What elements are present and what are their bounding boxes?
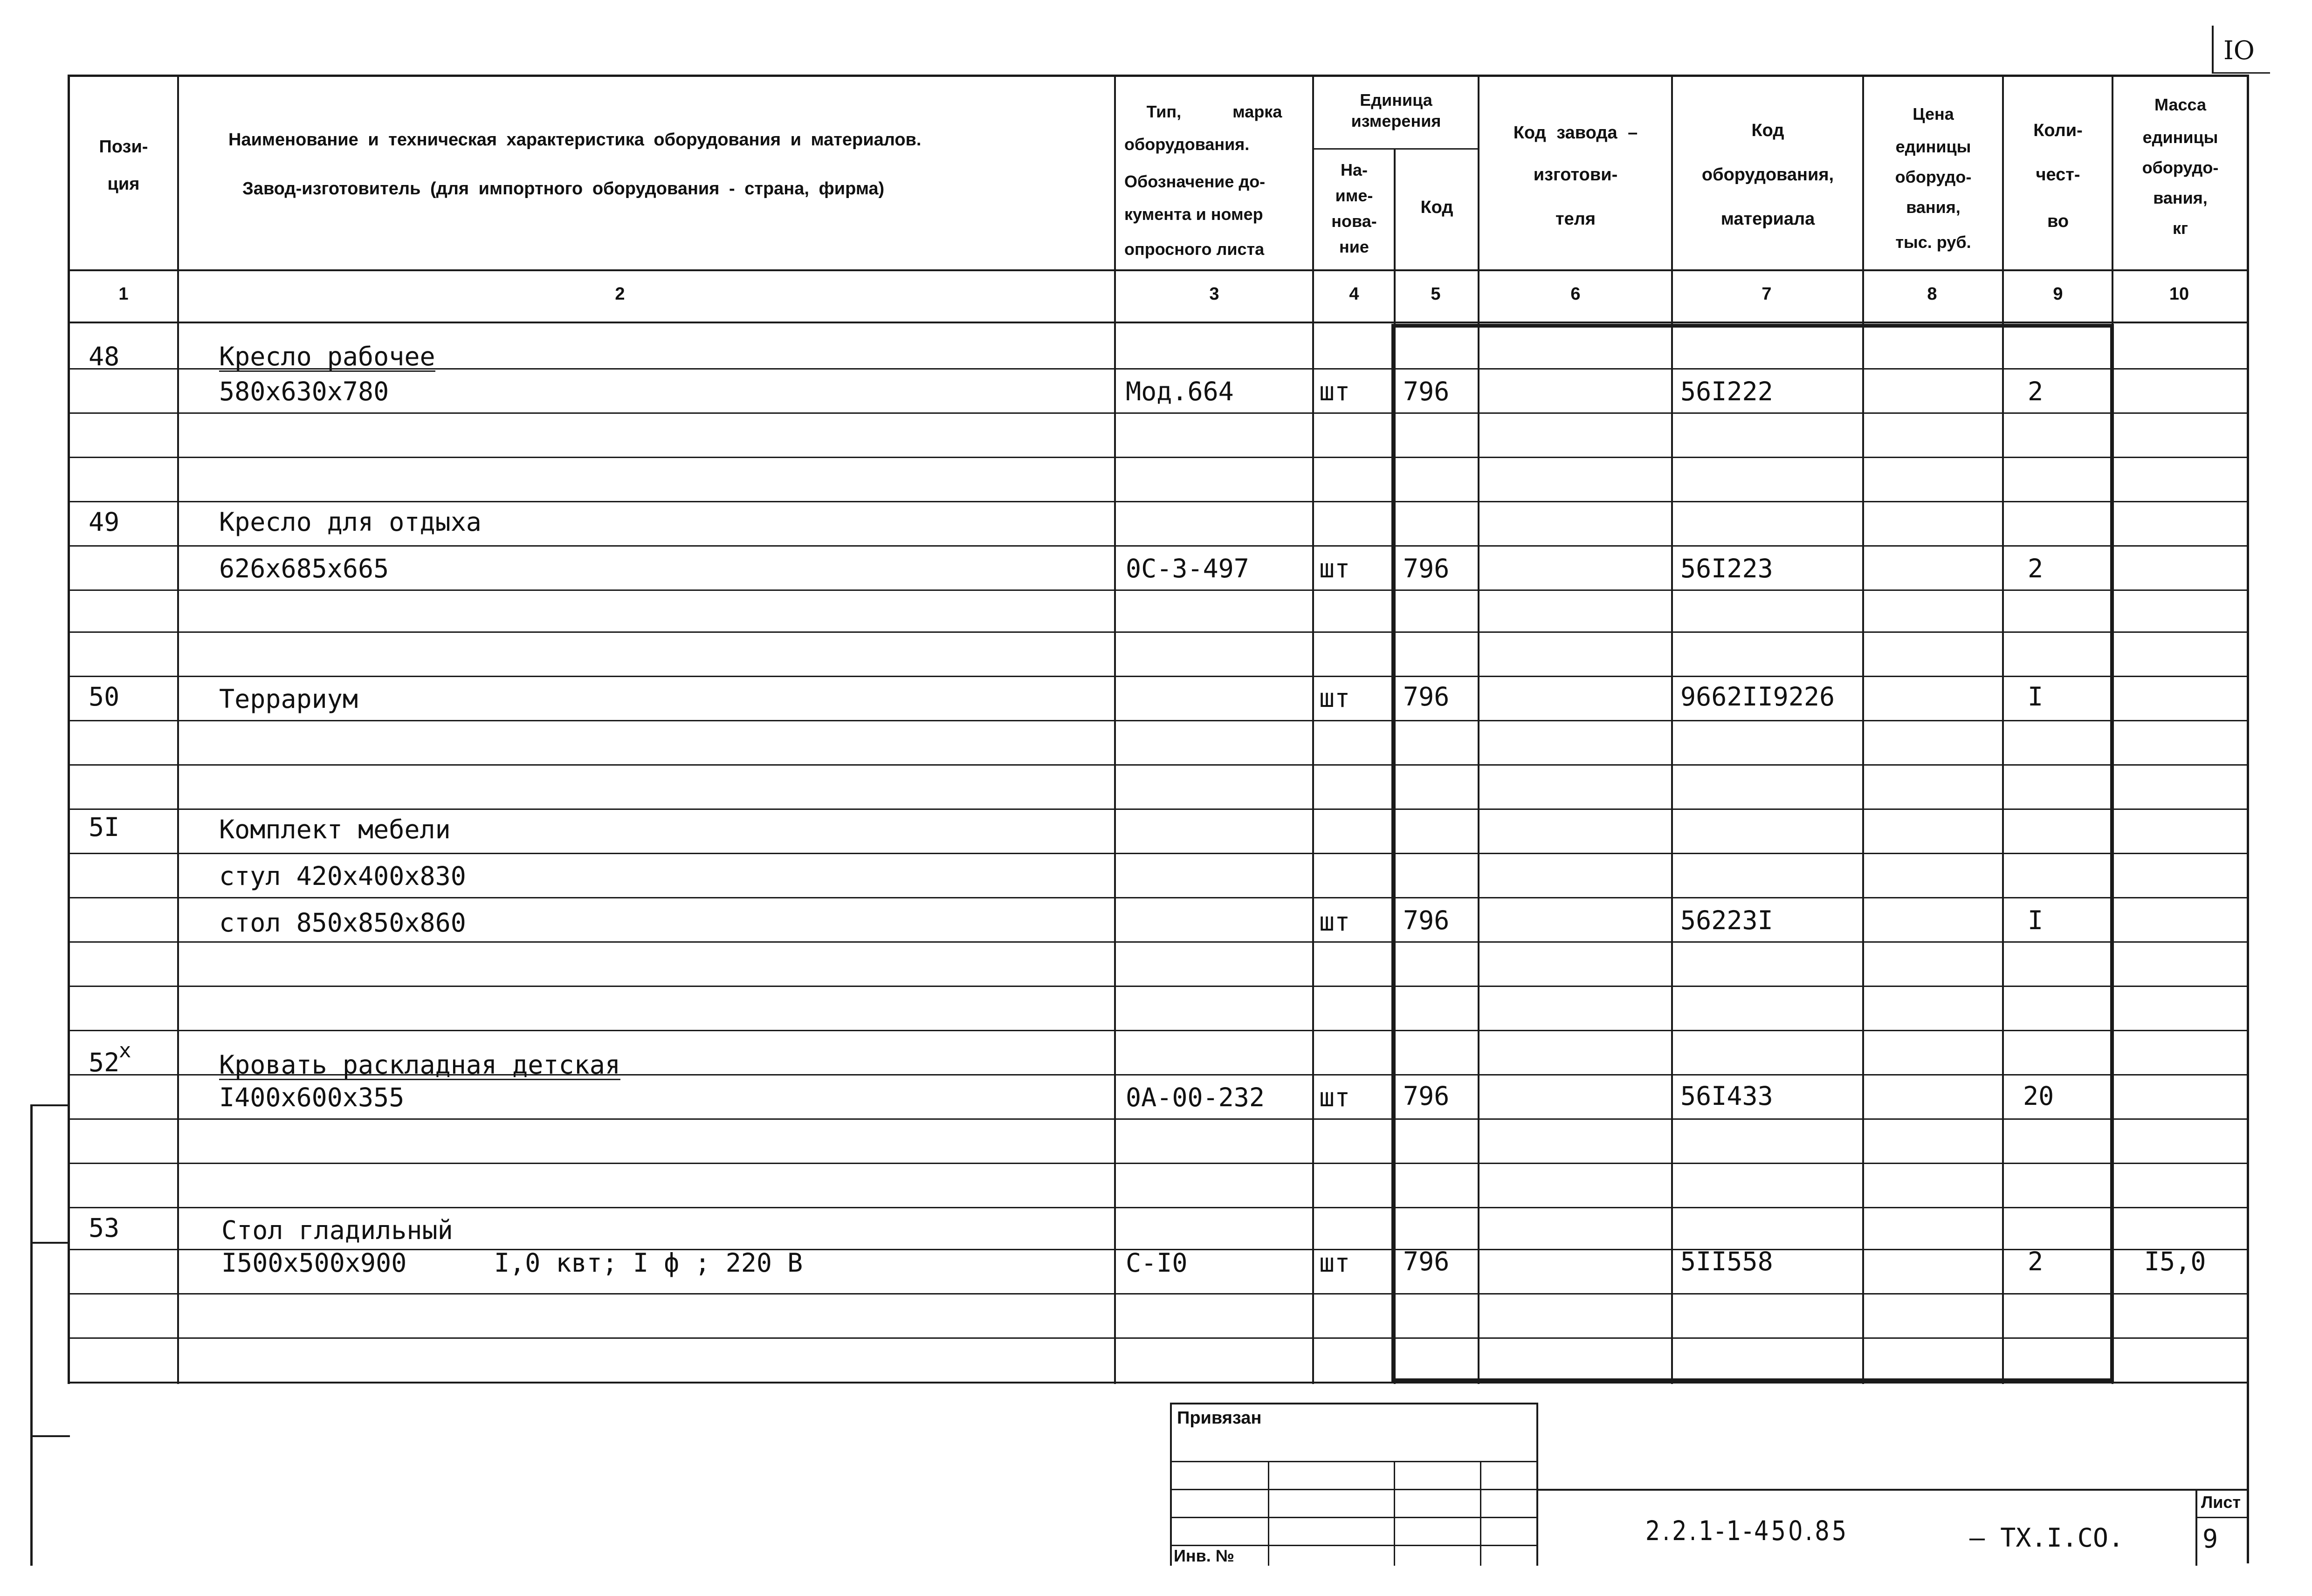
unit-name: шт (1319, 1248, 1350, 1278)
unit-mass: I5,0 (2144, 1247, 2206, 1276)
position-number: 5I (89, 812, 120, 842)
item-type: С-I0 (1126, 1248, 1188, 1278)
unit-code: 796 (1403, 905, 1450, 935)
position-number: 53 (89, 1213, 120, 1243)
unit-code: 796 (1403, 554, 1450, 583)
unit-code: 796 (1403, 682, 1450, 712)
equipment-code: 5II558 (1680, 1247, 1773, 1276)
item-line-table: стол 850x850x860 (219, 908, 466, 938)
equipment-code: 9662II9226 (1680, 682, 1835, 712)
equipment-code: 56I433 (1680, 1081, 1773, 1111)
bound-label: Привязан (1177, 1408, 1262, 1428)
document-code-handwritten: 2.2.1-1-450.85 (1645, 1515, 1849, 1547)
quantity: I (2028, 682, 2044, 712)
quantity: 2 (2028, 377, 2044, 406)
item-dimensions: I400x600x355 (219, 1082, 405, 1112)
equipment-code: 56I222 (1680, 377, 1773, 406)
unit-code: 796 (1403, 1247, 1450, 1276)
header-col5: Код (1420, 198, 1453, 217)
unit-name: шт (1319, 377, 1350, 406)
item-dimensions: 626x685x665 (219, 554, 389, 583)
item-type: 0C-3-497 (1126, 554, 1249, 583)
item-name: Кресло для отдыха (219, 507, 482, 537)
item-name: Террариум (219, 684, 358, 714)
unit-name: шт (1319, 683, 1350, 713)
item-name: Кровать раскладная детская (219, 1050, 620, 1080)
unit-name: шт (1319, 554, 1350, 583)
page-number: 9 (2202, 1524, 2218, 1554)
position-number: 50 (89, 682, 120, 712)
unit-code: 796 (1403, 1081, 1450, 1111)
position-superscript: x (119, 1039, 131, 1062)
item-type: 0A-00-232 (1126, 1082, 1265, 1112)
position-number: 48 (89, 342, 120, 371)
equipment-code: 56223I (1680, 905, 1773, 935)
quantity: I (2028, 905, 2044, 935)
quantity: 2 (2028, 1247, 2044, 1276)
inventory-label: Инв. № (1174, 1546, 1234, 1565)
unit-code: 796 (1403, 377, 1450, 406)
position-number: 52 (89, 1048, 120, 1077)
item-name: Стол гладильный (221, 1215, 453, 1245)
document-code-suffix: – TX.I.CO. (1969, 1523, 2124, 1553)
item-dimensions: 580x630x780 (219, 377, 389, 406)
item-type: Мод.664 (1126, 377, 1234, 406)
item-power: I,0 квт; I ф ; 220 В (494, 1248, 803, 1278)
unit-name: шт (1319, 907, 1350, 937)
drawing-sheet: IO Пози- ция Наименование и техническая характеристика оборудования и материалов. Завод-изготовитель (для импортного оборудования - страна, фирма) Тип, марка оборудования. Обозначение до- кумента и номер опросного листа Единица измерения На- име- нова- ние Код Код завода – изготови- теля Код оборудования, материала Цена единицы оборудо- вания, тыс. руб. Коли- чест- во Масса единицы оборудо- вания, кг 1 2 3 4 5 6 7 8 9 10 48 Кресло рабочее 580x630x780 Мод.664 шт 796 56I222 2 49 Кресло для отдыха 626x685x665 0C-3-497 шт 796 56I223 2 50 Террариум шт 796 9662II9226 I 5I Комплект мебели стул 420x400x830 стол 850x850x860 шт 796 56223I I 52 x Кровать раскладная детская I400x600x355 0A-00-232 шт 796 56I433 20 53 Стол гладильный I500x500x900 I,0 квт; I ф ; 220 В С-I0 шт 796 5II558 2 I5,0 Привязан Инв. № Лист 9 2.2.1-1-450.85 – TX.I.CO. (0, 0, 2312, 1596)
position-number: 49 (89, 507, 120, 537)
unit-name: шт (1319, 1082, 1350, 1112)
corner-sheet-number: IO (2223, 35, 2255, 65)
quantity: 20 (2023, 1081, 2054, 1111)
item-line-chair: стул 420x400x830 (219, 861, 466, 891)
equipment-code: 56I223 (1680, 554, 1773, 583)
item-name: Кресло рабочее (219, 342, 435, 371)
sheet-label: Лист (2201, 1493, 2241, 1512)
item-dimensions: I500x500x900 (221, 1248, 407, 1278)
quantity: 2 (2028, 554, 2044, 583)
item-name: Комплект мебели (219, 815, 451, 844)
